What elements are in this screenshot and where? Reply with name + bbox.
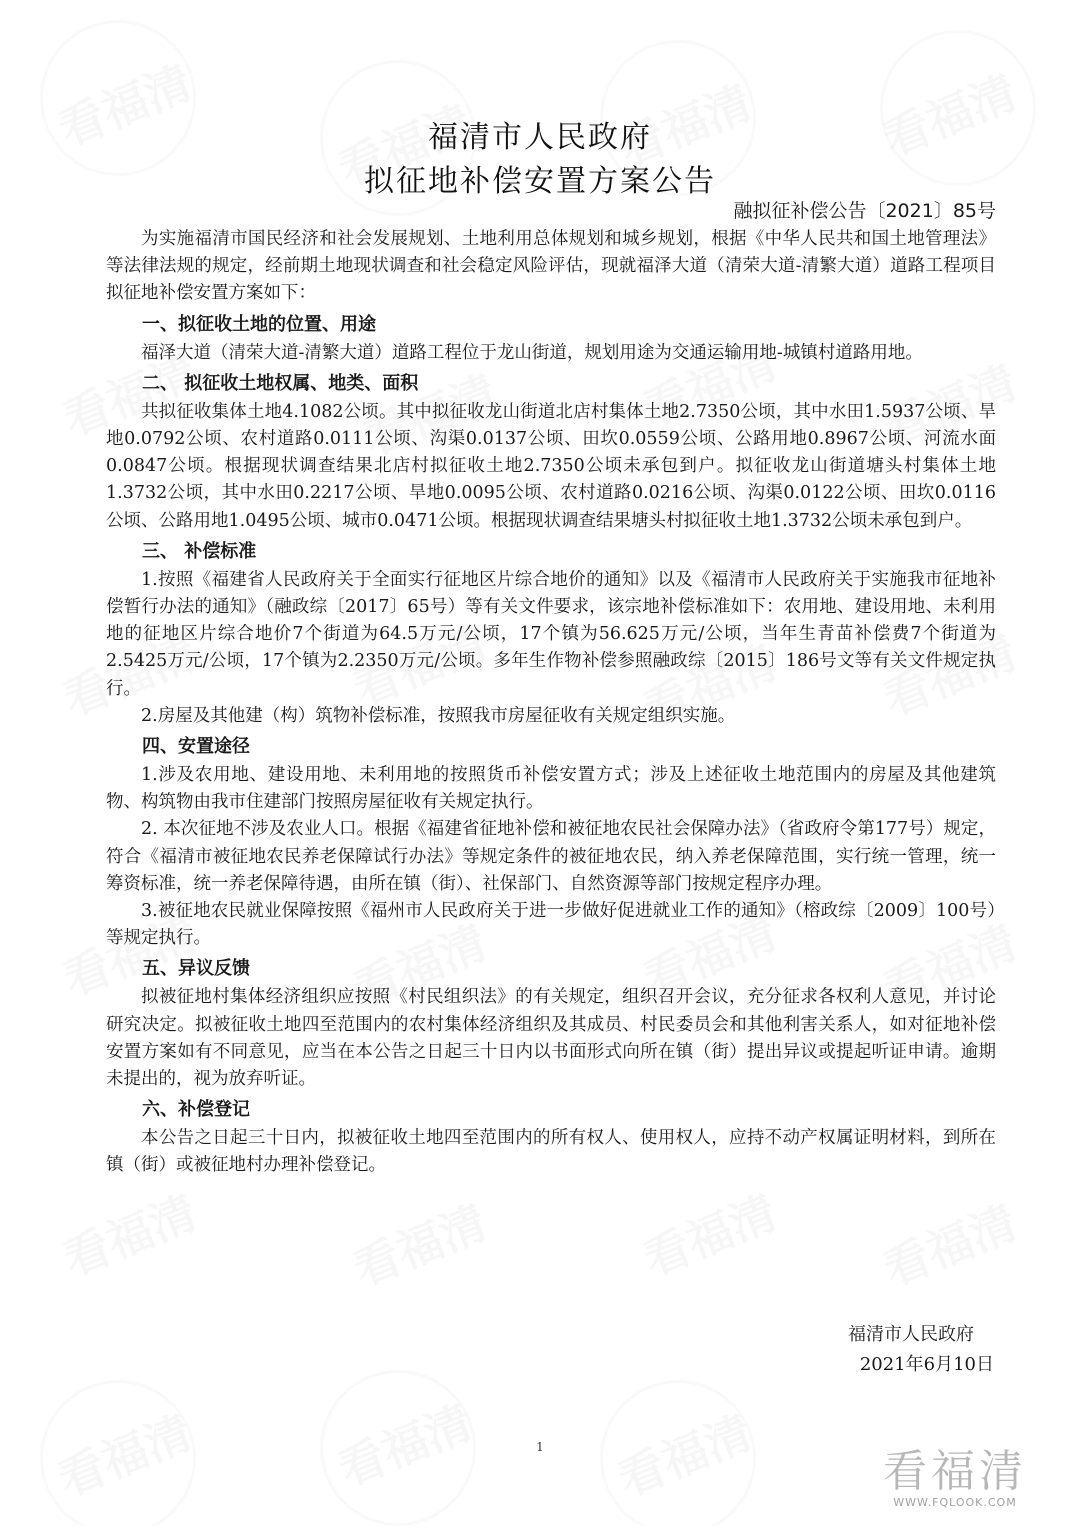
watermark [873, 1187, 1026, 1300]
section-5-text: 拟被征地村集体经济组织应按照《村民组织法》的有关规定，组织召开会议，充分征求各权利人意见，并讨论研究决定。拟被征收土地四至范围内的农村集体经济组织及其成员、村民委员会和其他利害关系人，如对征地补偿安置方案如有不同意见，应当在本公告之日起三十日内以书面形式向所在镇（街）提出异议或提起听证申请。逾期未提出的，视为放弃听证。 [106, 987, 996, 1090]
page-title-line1: 福清市人民政府 [428, 120, 652, 155]
page-number: 1 [536, 1440, 544, 1454]
section-heading-4: 四、安置途径 [142, 736, 250, 758]
brand-url: WWW.FQLOOK.COM [893, 1496, 1017, 1509]
notice-body [106, 226, 996, 1180]
signature-date: 2021年6月10日 [859, 1354, 994, 1375]
watermark [633, 1177, 786, 1290]
section-3-paragraph-1: 1.按照《福建省人民政府关于全面实行征地区片综合地价的通知》以及《福清市人民政府关于实施我市征地补偿暂行办法的通知》（融政综〔2017〕65号）等有关文件要求，该宗地补偿标准如下：农用地、建设用地、未利用地的征地区片综合地价7个街道为64.5万元/公顷，17个镇为56.625万元/公顷，当年生青苗补偿费7个街道为2.5425万元/公顷，17个镇为2.2350万元/公顷。多年生作物补偿参照融政综〔2015〕186号文等有关文件规定执行。 [106, 569, 996, 699]
section-6-text: 本公告之日起三十日内，拟被征收土地四至范围内的所有权人、使用权人，应持不动产权属证明材料，到所在镇（街）或被征地村办理补偿登记。 [106, 1128, 996, 1176]
section-heading-5: 五、异议反馈 [142, 958, 250, 980]
section-4-paragraph-1: 1.涉及农用地、建设用地、未利用地的按照货币补偿安置方式；涉及上述征收土地范围内的房屋及其他建筑物、构筑物由我市住建部门按照房屋征收有关规定执行。 [106, 765, 996, 813]
intro-paragraph: 为实施福清市国民经济和社会发展规划、土地利用总体规划和城乡规划，根据《中华人民共和国土地管理法》等法律法规的规定，经前期土地现状调查和社会稳定风险评估，现就福泽大道（清荣大道-清繁大道）道路工程项目拟征地补偿安置方案如下： [106, 229, 996, 304]
section-1-text: 福泽大道（清荣大道-清繁大道）道路工程位于龙山街道，规划用途为交通运输用地-城镇村道路用地。 [141, 342, 923, 363]
brand-logo-text: 看福清 [883, 1446, 1027, 1497]
section-heading-1: 一、拟征收土地的位置、用途 [142, 313, 376, 335]
page-title-line2: 拟征地补偿安置方案公告 [364, 164, 716, 199]
section-heading-2: 二、 拟征收土地权属、地类、面积 [142, 372, 419, 394]
section-4-paragraph-3: 3.被征地农民就业保障按照《福州市人民政府关于进一步做好促进就业工作的通知》（榕政综〔2009〕100号）等规定执行。 [106, 901, 996, 949]
section-4-paragraph-2: 2. 本次征地不涉及农业人口。根据《福建省征地补偿和被征地农民社会保障办法》（省政府令第177号）规定，符合《福清市被征地农民养老保障试行办法》等规定条件的被征地农民，纳入养老保障范围，实行统一管理，统一筹资标准，统一养老保障待遇，由所在镇（街）、社保部门、自然资源等部门按规定程序办理。 [106, 819, 996, 894]
brand-watermark [860, 1448, 1050, 1509]
document-number: 融拟征补偿公告〔2021〕85号 [733, 200, 996, 222]
section-heading-3: 三、 补偿标准 [142, 540, 257, 562]
watermark [53, 1177, 206, 1290]
section-heading-6: 六、补偿登记 [142, 1099, 250, 1121]
watermark [343, 1187, 496, 1300]
signature-org: 福清市人民政府 [848, 1324, 974, 1345]
section-2-text: 共拟征收集体土地4.1082公顷。其中拟征收龙山街道北店村集体土地2.7350公顷，其中水田1.5937公顷、旱地0.0792公顷、农村道路0.0111公顷、沟渠0.0137公顷、田坎0.0559公顷、公路用地0.8967公顷、河流水面0.0847公顷。根据现状调查结果北店村拟征收土地2.7350公顷未承包到户。拟征收龙山街道塘头村集体土地1.3732公顷，其中水田0.2217公顷、旱地0.0095公顷、农村道路0.0216公顷、沟渠0.0122公顷、田坎0.0116公顷、公路用地1.0495公顷、城市0.0471公顷。根据现状调查结果塘头村拟征收土地1.3732公顷未承包到户。 [106, 401, 996, 531]
section-3-paragraph-2: 2.房屋及其他建（构）筑物补偿标准，按照我市房屋征收有关规定组织实施。 [141, 705, 736, 726]
